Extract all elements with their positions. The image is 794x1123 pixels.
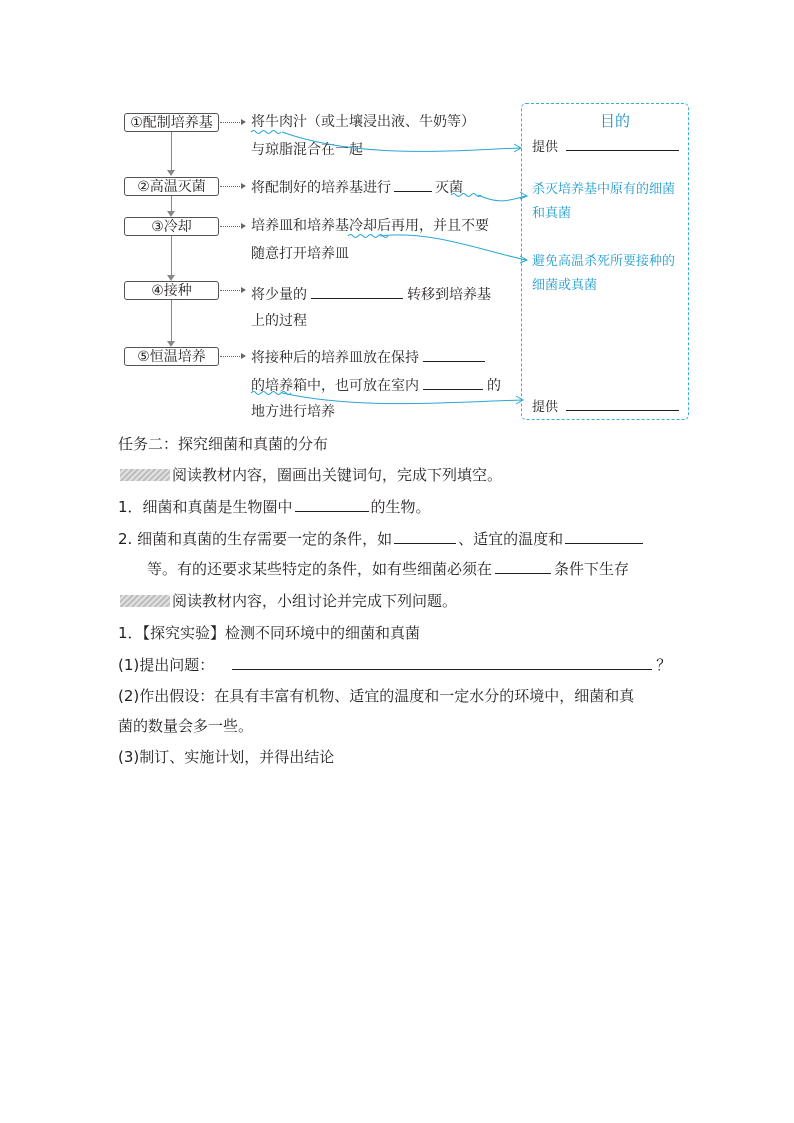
step-inoculate: ④接种: [124, 281, 219, 300]
task2-title: 任务二：探究细菌和真菌的分布: [118, 435, 329, 453]
wavy-underline: [451, 194, 481, 197]
purpose-note-2-line2: 细菌或真菌: [532, 278, 598, 293]
step-incubate: ⑤恒温培养: [124, 347, 219, 366]
purpose-note-1-line2: 和真菌: [532, 206, 572, 221]
step5-desc-line3: 地方进行培养: [251, 404, 335, 420]
question-1-blank[interactable]: [295, 497, 369, 512]
step1-desc-line1: 将牛肉汁（或土壤浸出液、牛奶等）: [251, 114, 475, 130]
reading-tag-icon: [120, 595, 170, 607]
step1-desc-line2: 与琼脂混合在一起: [251, 142, 363, 158]
question-2-line1: [118, 529, 643, 549]
arrow-head-icon: [520, 192, 527, 199]
step2-desc-pre: 将配制好的培养基进行: [251, 180, 391, 196]
experiment-title: 1．【探究实验】检测不同环境中的细菌和真菌: [118, 624, 421, 642]
experiment-question: [118, 655, 671, 675]
question-2-mid: 、适宜的温度和: [458, 530, 564, 548]
curve-arrow-2: [478, 195, 526, 201]
question-2-line2: [147, 559, 629, 579]
experiment-plan: (3)制订、实施计划，并得出结论: [118, 748, 335, 766]
question-2-blank-2[interactable]: [565, 529, 643, 544]
step5-desc-pre: 将接种后的培养皿放在保持: [251, 350, 419, 366]
step5-desc-line2-pre: 的培养箱中，也可放在室内: [251, 378, 419, 394]
question-2-pre: 2. 细菌和真菌的生存需要一定的条件，如: [118, 530, 393, 548]
curve-arrow-3: [380, 235, 526, 260]
task2-instruction-1: 阅读教材内容，圈画出关键词句，完成下列填空。: [172, 466, 503, 484]
task2-instruction-2: 阅读教材内容，小组讨论并完成下列问题。: [172, 592, 458, 610]
step-sterilize: ②高温灭菌: [124, 177, 219, 196]
experiment-hypothesis-line1: (2)作出假设：在具有丰富有机物、适宜的温度和一定水分的环境中，细菌和真: [118, 687, 635, 705]
step5-desc-line2-post: 的: [487, 378, 501, 394]
purpose-note-1-line1: 杀灭培养基中原有的细菌: [532, 182, 676, 197]
experiment-question-end: ？: [656, 656, 672, 674]
curve-arrow-4: [282, 393, 522, 404]
step2-desc-post: 灭菌: [435, 180, 463, 196]
purpose-title: 目的: [600, 112, 631, 130]
experiment-question-blank[interactable]: [232, 655, 652, 670]
reading-tag-icon: [120, 469, 170, 481]
curve-arrow-1: [282, 132, 520, 151]
purpose-note-2-line1: 避免高温杀死所要接种的: [532, 254, 676, 269]
step3-desc-line2: 随意打开培养皿: [251, 246, 349, 262]
step-prepare-medium: ①配制培养基: [124, 113, 219, 132]
provide-label: 提供: [532, 400, 559, 415]
question-2-blank-1[interactable]: [394, 529, 456, 544]
question-1-post: 的生物。: [370, 498, 431, 516]
wavy-underline: [251, 131, 281, 134]
question-2-line2-pre: 等。有的还要求某些特定的条件，如有些细菌必须在: [147, 560, 493, 578]
step4-desc-pre: 将少量的: [251, 287, 307, 303]
question-1: [118, 497, 431, 517]
step-cool: ③冷却: [124, 217, 219, 236]
experiment-hypothesis-line2: 菌的数量会多一些。: [118, 717, 254, 735]
question-2-blank-3[interactable]: [495, 559, 551, 574]
step4-desc-line2: 上的过程: [251, 313, 307, 329]
question-2-line2-post: 条件下生存: [554, 560, 630, 578]
step3-desc-line1: 培养皿和培养基冷却后再用，并且不要: [251, 218, 489, 234]
experiment-question-label: (1)提出问题：: [118, 656, 215, 674]
step4-desc-post: 转移到培养基: [407, 287, 491, 303]
question-1-pre: 1．细菌和真菌是生物圈中: [118, 498, 293, 516]
provide-label: 提供: [532, 140, 559, 155]
